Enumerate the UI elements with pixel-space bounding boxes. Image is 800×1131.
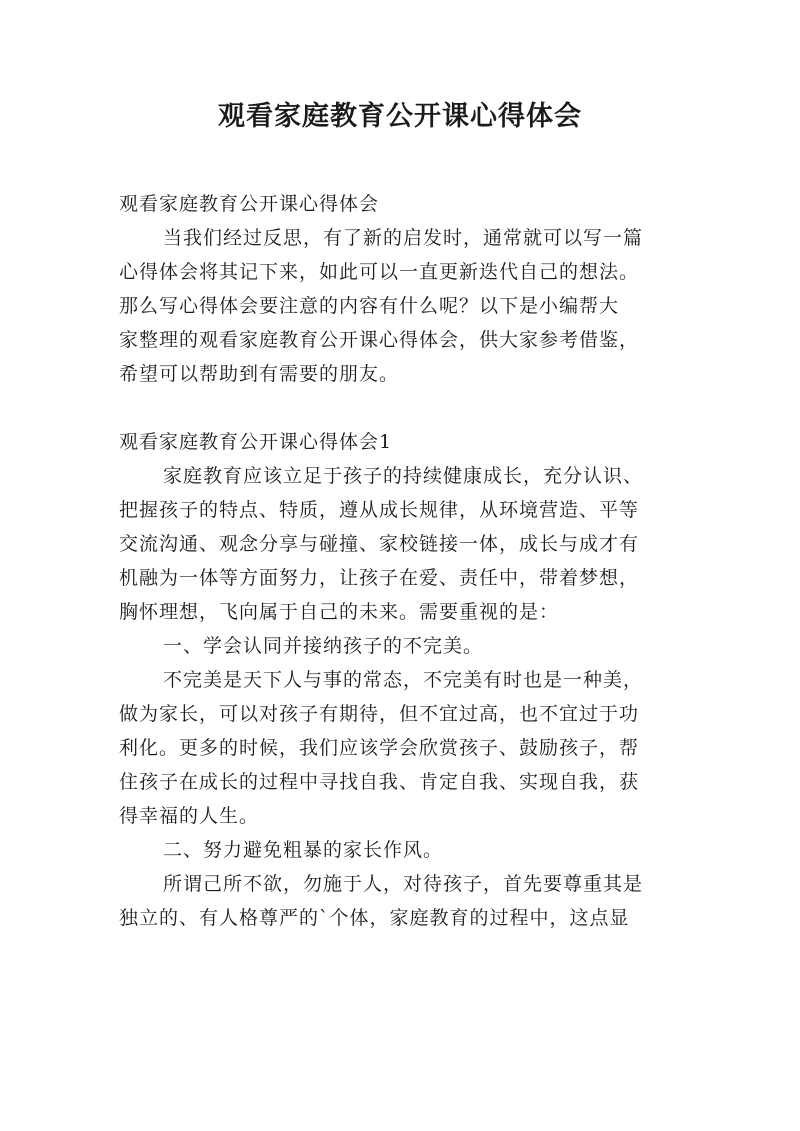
text-line: 一、学会认同并接纳孩子的不完美。 bbox=[163, 635, 484, 657]
text-line: 希望可以帮助到有需要的朋友。 bbox=[119, 363, 400, 385]
text-line: 做为家长，可以对孩子有期待，但不宜过高，也不宜过于功 bbox=[119, 703, 640, 725]
text-line: 家庭教育应该立足于孩子的持续健康成长，充分认识、 bbox=[163, 465, 644, 487]
text-line: 住孩子在成长的过程中寻找自我、肯定自我、实现自我，获 bbox=[119, 771, 640, 793]
text-line: 独立的、有人格尊严的`个体，家庭教育的过程中，这点显 bbox=[119, 907, 630, 929]
text-line: 交流沟通、观念分享与碰撞、家校链接一体，成长与成才有 bbox=[119, 533, 640, 555]
text-line: 心得体会将其记下来，如此可以一直更新迭代自己的想法。 bbox=[119, 261, 640, 283]
text-line: 二、努力避免粗暴的家长作风。 bbox=[163, 839, 444, 861]
text-line: 机融为一体等方面努力，让孩子在爱、责任中，带着梦想， bbox=[119, 567, 640, 589]
text-line: 利化。更多的时候，我们应该学会欣赏孩子、鼓励孩子，帮 bbox=[119, 737, 640, 759]
text-line: 胸怀理想，飞向属于自己的未来。需要重视的是： bbox=[119, 601, 560, 623]
text-line: 家整理的观看家庭教育公开课心得体会，供大家参考借鉴， bbox=[119, 329, 640, 351]
document-title: 观看家庭教育公开课心得体会 bbox=[218, 101, 582, 132]
text-line: 所谓己所不欲，勿施于人，对待孩子，首先要尊重其是 bbox=[163, 873, 644, 895]
text-line: 得幸福的人生。 bbox=[119, 805, 260, 827]
text-line: 观看家庭教育公开课心得体会 bbox=[119, 193, 380, 215]
text-line: 不完美是天下人与事的常态，不完美有时也是一种美， bbox=[163, 669, 644, 691]
paragraph-gap bbox=[119, 391, 685, 425]
text-line: 当我们经过反思，有了新的启发时，通常就可以写一篇 bbox=[163, 227, 644, 249]
text-line: 把握孩子的特点、特质，遵从成长规律，从环境营造、平等 bbox=[119, 499, 640, 521]
text-line: 观看家庭教育公开课心得体会1 bbox=[119, 431, 393, 453]
text-line: 那么写心得体会要注意的内容有什么呢？以下是小编帮大 bbox=[119, 295, 620, 317]
document-body bbox=[119, 187, 685, 935]
